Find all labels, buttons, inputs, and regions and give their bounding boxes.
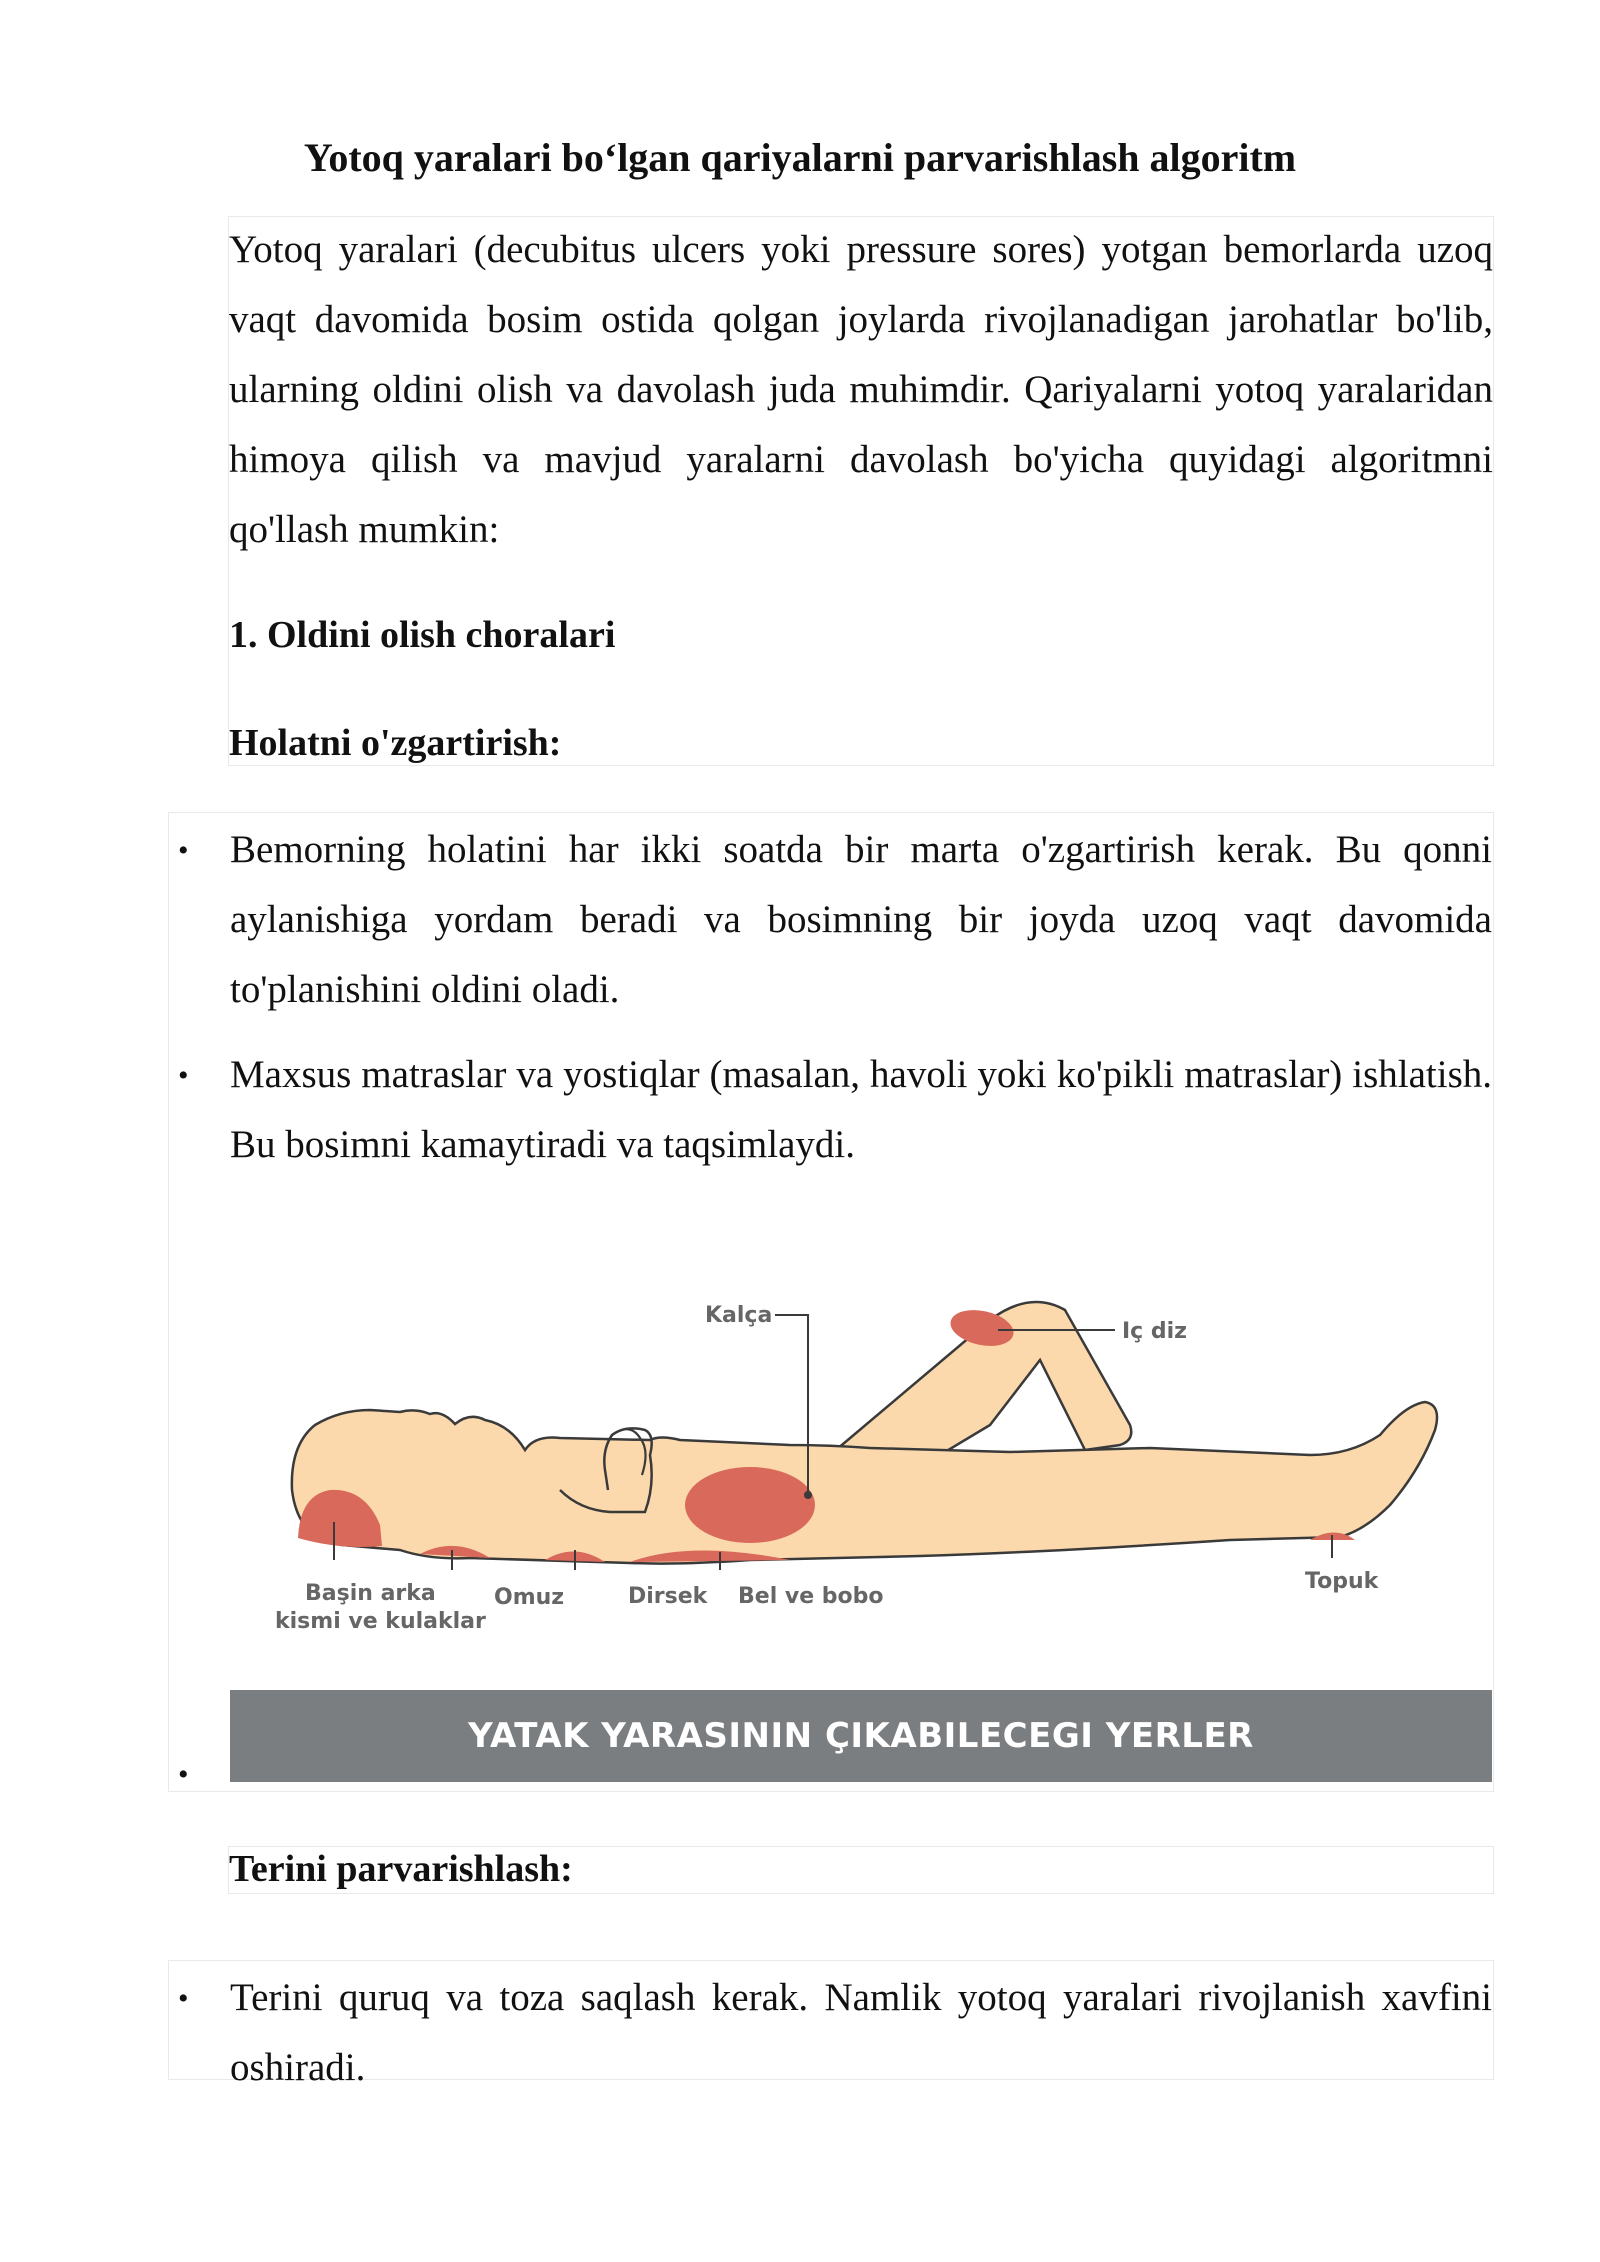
leader-dot xyxy=(804,1491,812,1499)
label-topuk: Topuk xyxy=(1305,1569,1379,1594)
intro-paragraph: Yotoq yaralari (decubitus ulcers yoki pressure sores) yotgan bemorlarda uzoq vaqt davomida bosim ostida qolgan joylarda rivojlanadigan jarohatlar bo'lib, ularning oldini olish va davolash juda muhimdir. Qariyalarni yotoq yaralaridan himoya qilish va mavjud yaralarni davolash bo'yicha quyidagi algoritmni qo'llash mumkin: xyxy=(229,228,1493,551)
label-kalca: Kalça xyxy=(705,1303,773,1328)
label-basin-1: Başin arka xyxy=(305,1581,436,1606)
label-ic-diz: Iç diz xyxy=(1122,1319,1187,1344)
section-heading-prevention: 1. Oldini olish choralari xyxy=(229,614,616,656)
subheading-box xyxy=(228,1846,1494,1894)
list-item: Maxsus matraslar va yostiqlar (masalan, havoli yoki ko'pikli matraslar) ishlatish. Bu bosimni kamaytiradi va taqsimlaydi. xyxy=(230,1053,1492,1166)
label-bel: Bel ve bobo xyxy=(738,1584,884,1609)
bullet-marker: • xyxy=(178,1758,189,1791)
bullet-marker: • xyxy=(178,834,189,867)
label-dirsek: Dirsek xyxy=(628,1584,708,1609)
bullet-marker: • xyxy=(178,1059,189,1092)
list-item: Bemorning holatini har ikki soatda bir marta o'zgartirish kerak. Bu qonni aylanishiga yordam beradi va bosimning bir joyda uzoq vaqt davomida to'planishini oldini oladi. xyxy=(230,828,1492,1011)
subheading-position-change: Holatni o'zgartirish: xyxy=(229,722,562,764)
list-item: Terini quruq va toza saqlash kerak. Namlik yotoq yaralari rivojlanish xavfini oshiradi. xyxy=(230,1976,1492,2089)
label-omuz: Omuz xyxy=(494,1585,565,1610)
intro-block xyxy=(228,216,1494,766)
sore-hip xyxy=(685,1467,815,1543)
figure-banner: YATAK YARASININ ÇIKABILECEGI YERLER xyxy=(230,1690,1492,1782)
document-title: Yotoq yaralari bo‘lgan qariyalarni parvarishlash algoritm xyxy=(303,135,1297,180)
bullet-marker: • xyxy=(178,1982,189,2015)
label-basin-2: kismi ve kulaklar xyxy=(275,1609,486,1634)
subheading-skin-care: Terini parvarishlash: xyxy=(229,1848,573,1890)
body-diagram xyxy=(230,1240,1492,1690)
